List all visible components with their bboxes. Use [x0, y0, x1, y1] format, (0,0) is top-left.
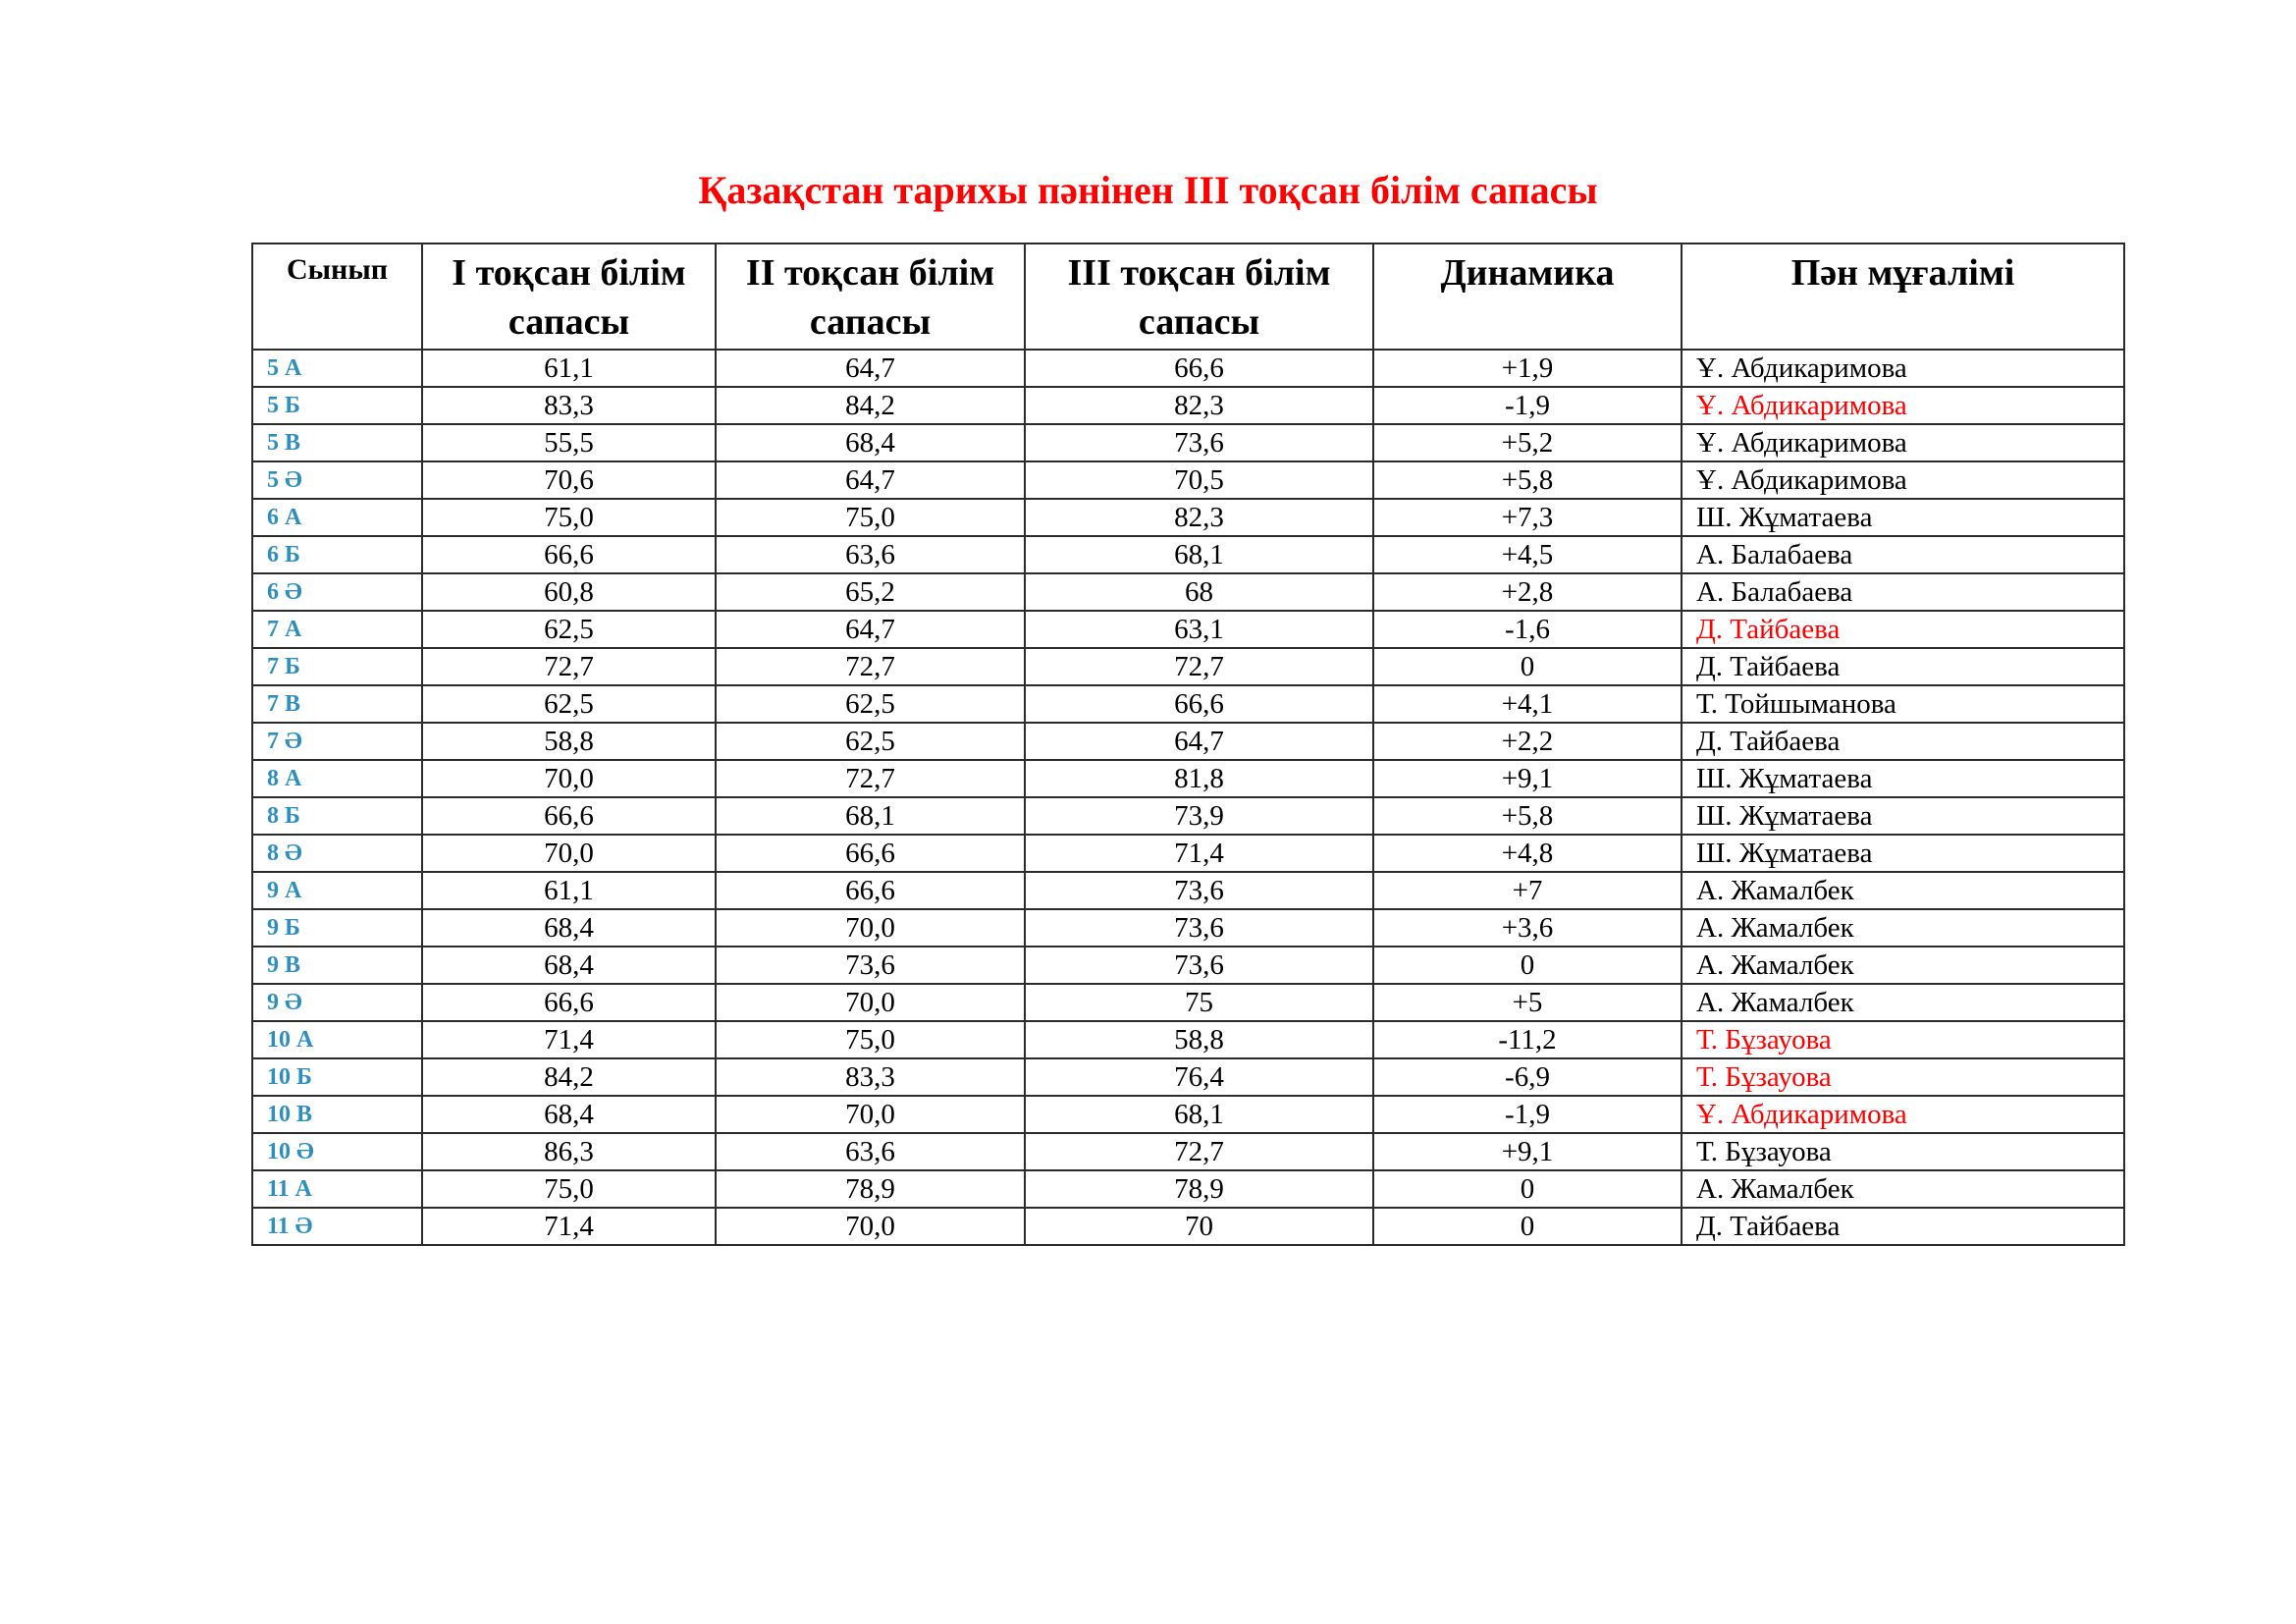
q2-cell: 83,3: [716, 1058, 1025, 1096]
q3-cell: 70,5: [1025, 461, 1373, 499]
table-row: [252, 648, 2124, 685]
table-row: [252, 611, 2124, 648]
q2-cell: 64,7: [716, 611, 1025, 648]
teacher-cell: Ұ. Абдикаримова: [1682, 424, 2124, 461]
q3-cell: 73,9: [1025, 797, 1373, 835]
q1-cell: 66,6: [422, 984, 716, 1021]
q3-cell: 73,6: [1025, 872, 1373, 909]
table-row: [252, 797, 2124, 835]
class-cell: 10 Ә: [252, 1133, 422, 1170]
teacher-cell: Д. Тайбаева: [1682, 648, 2124, 685]
q1-cell: 62,5: [422, 611, 716, 648]
class-cell: 9 В: [252, 947, 422, 984]
dynamics-cell: +5,8: [1373, 797, 1682, 835]
q2-cell: 73,6: [716, 947, 1025, 984]
q3-cell: 73,6: [1025, 909, 1373, 947]
q3-cell: 68,1: [1025, 536, 1373, 573]
dynamics-cell: 0: [1373, 1170, 1682, 1208]
table-row: [252, 760, 2124, 797]
dynamics-cell: +7,3: [1373, 499, 1682, 536]
teacher-cell: Д. Тайбаева: [1682, 1208, 2124, 1245]
q2-cell: 64,7: [716, 461, 1025, 499]
q1-cell: 68,4: [422, 909, 716, 947]
q2-cell: 65,2: [716, 573, 1025, 611]
q1-cell: 68,4: [422, 1096, 716, 1133]
class-cell: 7 Ә: [252, 723, 422, 760]
q1-cell: 75,0: [422, 1170, 716, 1208]
class-cell: 8 А: [252, 760, 422, 797]
dynamics-cell: +2,2: [1373, 723, 1682, 760]
q3-cell: 82,3: [1025, 499, 1373, 536]
header-class: Сынып: [252, 244, 422, 350]
teacher-cell: Т. Бұзауова: [1682, 1133, 2124, 1170]
q1-cell: 61,1: [422, 872, 716, 909]
q3-cell: 58,8: [1025, 1021, 1373, 1058]
class-cell: 6 А: [252, 499, 422, 536]
table-row: [252, 984, 2124, 1021]
class-cell: 7 А: [252, 611, 422, 648]
table-row: [252, 909, 2124, 947]
class-cell: 5 А: [252, 350, 422, 387]
teacher-cell: Д. Тайбаева: [1682, 611, 2124, 648]
class-cell: 5 Ә: [252, 461, 422, 499]
dynamics-cell: -1,6: [1373, 611, 1682, 648]
class-cell: 6 Ә: [252, 573, 422, 611]
q1-cell: 75,0: [422, 499, 716, 536]
dynamics-cell: +4,5: [1373, 536, 1682, 573]
q1-cell: 70,0: [422, 835, 716, 872]
dynamics-cell: +5,8: [1373, 461, 1682, 499]
dynamics-cell: +4,8: [1373, 835, 1682, 872]
q2-cell: 64,7: [716, 350, 1025, 387]
q2-cell: 75,0: [716, 499, 1025, 536]
teacher-cell: А. Жамалбек: [1682, 909, 2124, 947]
q1-cell: 68,4: [422, 947, 716, 984]
class-cell: 9 А: [252, 872, 422, 909]
q1-cell: 71,4: [422, 1021, 716, 1058]
class-cell: 5 В: [252, 424, 422, 461]
q1-cell: 70,6: [422, 461, 716, 499]
class-cell: 9 Б: [252, 909, 422, 947]
q1-cell: 83,3: [422, 387, 716, 424]
teacher-cell: Т. Бұзауова: [1682, 1058, 2124, 1096]
q2-cell: 84,2: [716, 387, 1025, 424]
q2-cell: 78,9: [716, 1170, 1025, 1208]
q2-cell: 72,7: [716, 648, 1025, 685]
q1-cell: 55,5: [422, 424, 716, 461]
header-row: [252, 244, 2124, 350]
header-teacher: Пән мұғалімі: [1682, 244, 2124, 350]
teacher-cell: А. Жамалбек: [1682, 1170, 2124, 1208]
header-q3: ІІІ тоқсан білім сапасы: [1025, 244, 1373, 350]
document-title: Қазақстан тарихы пәнінен III тоқсан білім сапасы: [698, 168, 1598, 212]
table-row: [252, 723, 2124, 760]
dynamics-cell: 0: [1373, 1208, 1682, 1245]
class-cell: 9 Ә: [252, 984, 422, 1021]
table-row: [252, 685, 2124, 723]
teacher-cell: Ұ. Абдикаримова: [1682, 1096, 2124, 1133]
q3-cell: 66,6: [1025, 350, 1373, 387]
q2-cell: 66,6: [716, 835, 1025, 872]
teacher-cell: А. Балабаева: [1682, 536, 2124, 573]
q1-cell: 62,5: [422, 685, 716, 723]
table-row: [252, 461, 2124, 499]
dynamics-cell: +5,2: [1373, 424, 1682, 461]
q2-cell: 75,0: [716, 1021, 1025, 1058]
q1-cell: 66,6: [422, 797, 716, 835]
dynamics-cell: -1,9: [1373, 387, 1682, 424]
q1-cell: 71,4: [422, 1208, 716, 1245]
class-cell: 8 Б: [252, 797, 422, 835]
q1-cell: 86,3: [422, 1133, 716, 1170]
q3-cell: 82,3: [1025, 387, 1373, 424]
class-cell: 5 Б: [252, 387, 422, 424]
q3-cell: 72,7: [1025, 648, 1373, 685]
class-cell: 11 А: [252, 1170, 422, 1208]
q1-cell: 84,2: [422, 1058, 716, 1096]
q3-cell: 63,1: [1025, 611, 1373, 648]
q1-cell: 61,1: [422, 350, 716, 387]
q3-cell: 71,4: [1025, 835, 1373, 872]
q2-cell: 62,5: [716, 723, 1025, 760]
q2-cell: 70,0: [716, 1208, 1025, 1245]
q3-cell: 72,7: [1025, 1133, 1373, 1170]
class-cell: 10 Б: [252, 1058, 422, 1096]
q2-cell: 63,6: [716, 1133, 1025, 1170]
teacher-cell: Ш. Жұматаева: [1682, 797, 2124, 835]
class-cell: 7 В: [252, 685, 422, 723]
dynamics-cell: 0: [1373, 648, 1682, 685]
teacher-cell: А. Жамалбек: [1682, 947, 2124, 984]
q3-cell: 68,1: [1025, 1096, 1373, 1133]
table-row: [252, 835, 2124, 872]
table-row: [252, 499, 2124, 536]
q2-cell: 63,6: [716, 536, 1025, 573]
teacher-cell: Ұ. Абдикаримова: [1682, 350, 2124, 387]
q2-cell: 62,5: [716, 685, 1025, 723]
dynamics-cell: +9,1: [1373, 760, 1682, 797]
q1-cell: 70,0: [422, 760, 716, 797]
teacher-cell: Ш. Жұматаева: [1682, 760, 2124, 797]
teacher-cell: А. Жамалбек: [1682, 872, 2124, 909]
dynamics-cell: +4,1: [1373, 685, 1682, 723]
dynamics-cell: +5: [1373, 984, 1682, 1021]
q3-cell: 75: [1025, 984, 1373, 1021]
q1-cell: 58,8: [422, 723, 716, 760]
dynamics-cell: +3,6: [1373, 909, 1682, 947]
dynamics-cell: -6,9: [1373, 1058, 1682, 1096]
header-q2: ІІ тоқсан білім сапасы: [716, 244, 1025, 350]
teacher-cell: Ш. Жұматаева: [1682, 835, 2124, 872]
q3-cell: 68: [1025, 573, 1373, 611]
header-dynamics: Динамика: [1373, 244, 1682, 350]
q3-cell: 78,9: [1025, 1170, 1373, 1208]
q3-cell: 73,6: [1025, 947, 1373, 984]
q2-cell: 66,6: [716, 872, 1025, 909]
q2-cell: 70,0: [716, 984, 1025, 1021]
class-cell: 10 А: [252, 1021, 422, 1058]
table-row: [252, 947, 2124, 984]
q2-cell: 70,0: [716, 1096, 1025, 1133]
q1-cell: 72,7: [422, 648, 716, 685]
teacher-cell: Ұ. Абдикаримова: [1682, 387, 2124, 424]
table-row: [252, 350, 2124, 387]
table-row: [252, 1208, 2124, 1245]
header-q1: І тоқсан білім сапасы: [422, 244, 716, 350]
class-cell: 10 В: [252, 1096, 422, 1133]
q2-cell: 70,0: [716, 909, 1025, 947]
q1-cell: 66,6: [422, 536, 716, 573]
class-cell: 6 Б: [252, 536, 422, 573]
table-row: [252, 1133, 2124, 1170]
dynamics-cell: -11,2: [1373, 1021, 1682, 1058]
dynamics-cell: +9,1: [1373, 1133, 1682, 1170]
table-row: [252, 424, 2124, 461]
q3-cell: 76,4: [1025, 1058, 1373, 1096]
teacher-cell: А. Балабаева: [1682, 573, 2124, 611]
q2-cell: 68,4: [716, 424, 1025, 461]
dynamics-cell: -1,9: [1373, 1096, 1682, 1133]
dynamics-cell: +2,8: [1373, 573, 1682, 611]
class-cell: 7 Б: [252, 648, 422, 685]
quality-table: [251, 243, 2125, 1246]
q3-cell: 64,7: [1025, 723, 1373, 760]
dynamics-cell: +7: [1373, 872, 1682, 909]
table-row: [252, 1170, 2124, 1208]
dynamics-cell: +1,9: [1373, 350, 1682, 387]
teacher-cell: Т. Тойшыманова: [1682, 685, 2124, 723]
class-cell: 11 Ә: [252, 1208, 422, 1245]
teacher-cell: А. Жамалбек: [1682, 984, 2124, 1021]
q3-cell: 70: [1025, 1208, 1373, 1245]
dynamics-cell: 0: [1373, 947, 1682, 984]
q1-cell: 60,8: [422, 573, 716, 611]
q2-cell: 68,1: [716, 797, 1025, 835]
table-row: [252, 1058, 2124, 1096]
teacher-cell: Т. Бұзауова: [1682, 1021, 2124, 1058]
teacher-cell: Д. Тайбаева: [1682, 723, 2124, 760]
q3-cell: 81,8: [1025, 760, 1373, 797]
table-row: [252, 1021, 2124, 1058]
table-row: [252, 573, 2124, 611]
class-cell: 8 Ә: [252, 835, 422, 872]
q2-cell: 72,7: [716, 760, 1025, 797]
table-row: [252, 1096, 2124, 1133]
table-row: [252, 872, 2124, 909]
q3-cell: 73,6: [1025, 424, 1373, 461]
table-row: [252, 536, 2124, 573]
q3-cell: 66,6: [1025, 685, 1373, 723]
teacher-cell: Ш. Жұматаева: [1682, 499, 2124, 536]
table-row: [252, 387, 2124, 424]
teacher-cell: Ұ. Абдикаримова: [1682, 461, 2124, 499]
